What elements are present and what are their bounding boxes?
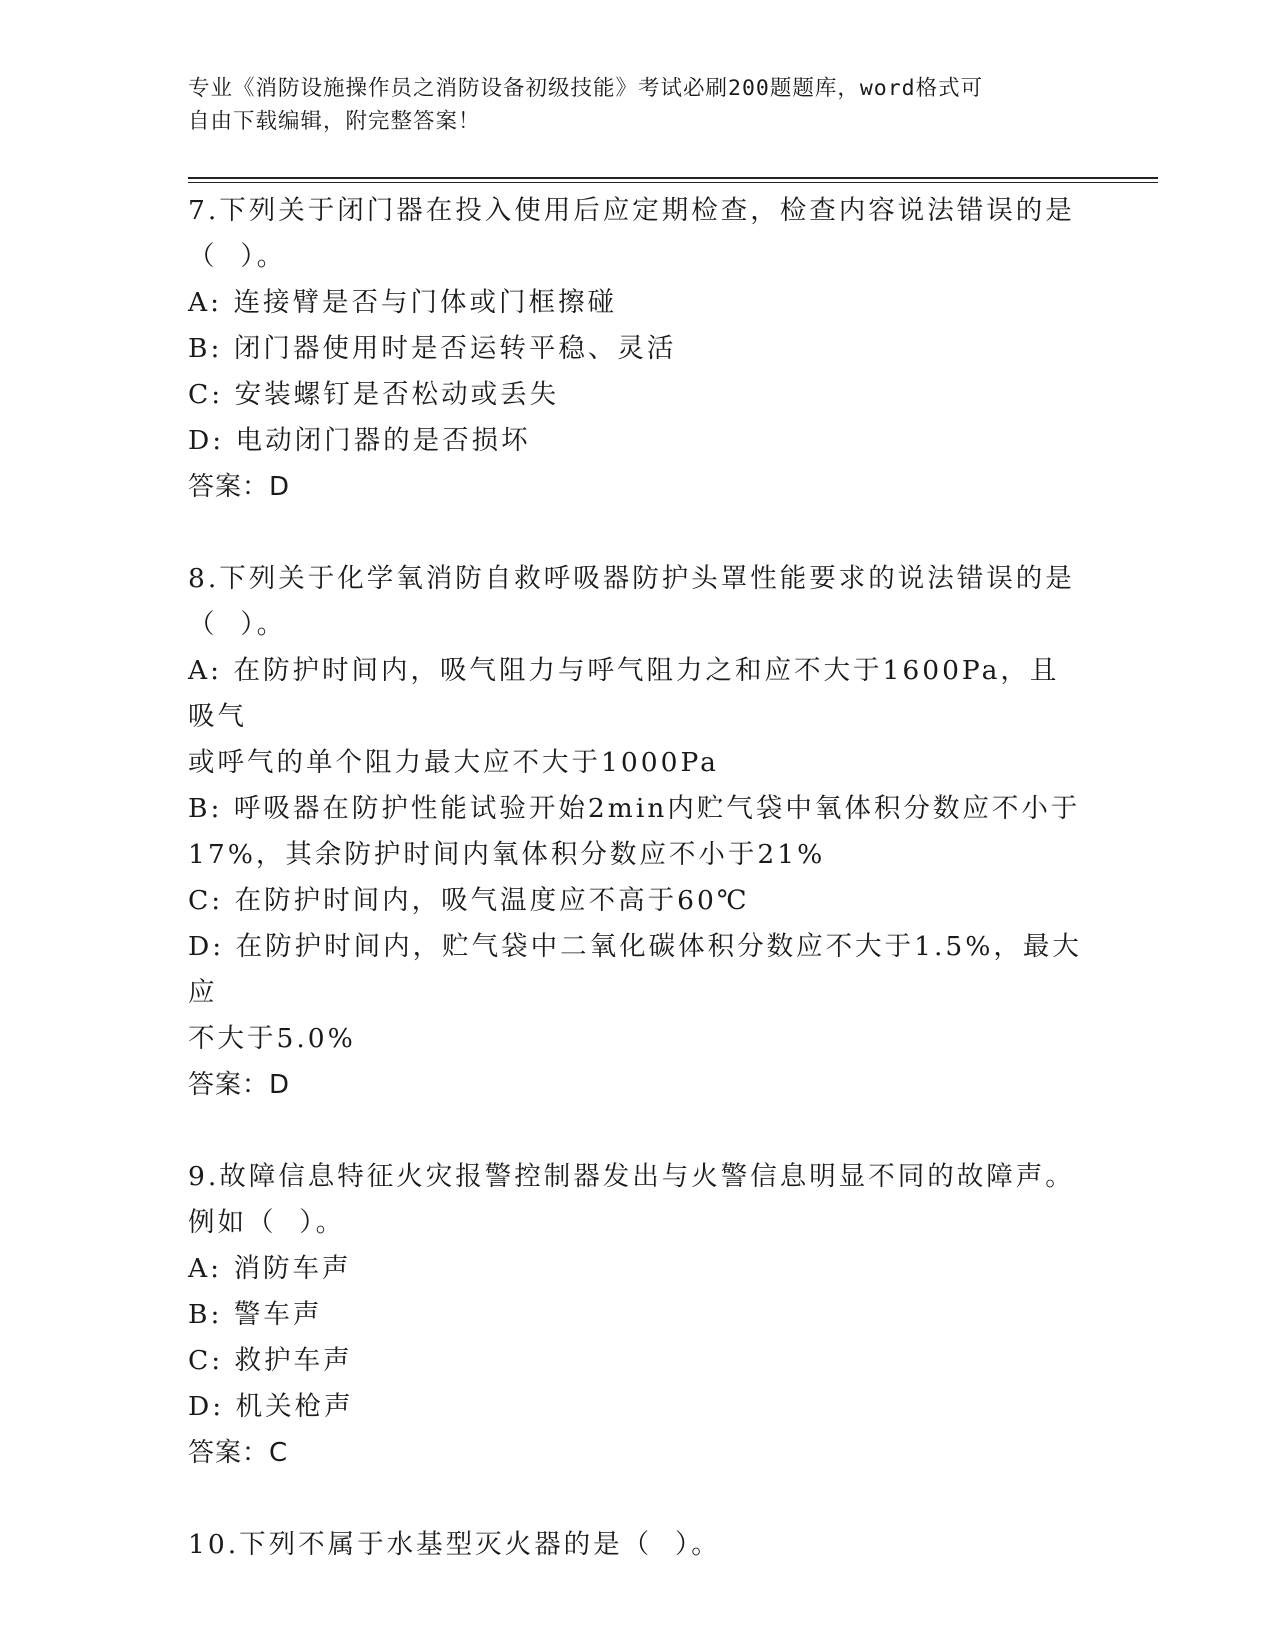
question-stem: 9.故障信息特征火灾报警控制器发出与火警信息明显不同的故障声。 (188, 1161, 1075, 1192)
question-block (188, 1154, 1088, 1476)
question-spacer (188, 510, 1088, 556)
answer-option: D: 机关枪声 (188, 1391, 354, 1422)
header-divider-thick (188, 177, 1158, 179)
question-block (188, 1522, 1088, 1568)
answer-option: A: 消防车声 (188, 1253, 352, 1284)
question-stem: 8.下列关于化学氧消防自救呼吸器防护头罩性能要求的说法错误的是 (188, 563, 1075, 594)
question-block (188, 556, 1088, 1108)
answer-option: D: 在防护时间内，贮气袋中二氧化碳体积分数应不大于1.5%，最大应 (188, 931, 1082, 1008)
answer-option: A: 在防护时间内，吸气阻力与呼气阻力之和应不大于1600Pa，且吸气 (188, 655, 1060, 732)
answer-option: B: 呼吸器在防护性能试验开始2min内贮气袋中氧体积分数应不小于 (188, 793, 1081, 824)
answer-option: C: 救护车声 (188, 1345, 353, 1376)
document-header (188, 72, 1068, 138)
answer-option: C: 在防护时间内，吸气温度应不高于60℃ (188, 885, 750, 916)
question-block (188, 188, 1088, 510)
correct-answer: 答案：D (188, 472, 291, 502)
question-stem: 7.下列关于闭门器在投入使用后应定期检查，检查内容说法错误的是 (188, 195, 1075, 226)
correct-answer: 答案：D (188, 1070, 291, 1100)
question-spacer (188, 1476, 1088, 1522)
question-stem: （ ）。 (188, 609, 287, 640)
answer-option: 不大于5.0% (188, 1023, 356, 1054)
answer-option: 或呼气的单个阻力最大应不大于1000Pa (188, 747, 719, 778)
header-line-1: 专业《消防设施操作员之消防设备初级技能》考试必刷200题题库，word格式可 (188, 76, 984, 101)
question-stem: （ ）。 (188, 241, 287, 272)
answer-option: 17%，其余防护时间内氧体积分数应不小于21% (188, 839, 826, 870)
answer-option: B: 警车声 (188, 1299, 323, 1330)
question-stem: 10.下列不属于水基型灭火器的是（ ）。 (188, 1529, 721, 1560)
question-list (188, 188, 1088, 1568)
answer-option: B: 闭门器使用时是否运转平稳、灵活 (188, 333, 677, 364)
answer-option: A: 连接臂是否与门体或门框擦碰 (188, 287, 617, 318)
answer-option: D: 电动闭门器的是否损坏 (188, 425, 531, 456)
header-divider-thin (188, 182, 1158, 183)
header-line-2: 自由下载编辑，附完整答案！ (188, 109, 481, 134)
answer-option: C: 安装螺钉是否松动或丢失 (188, 379, 560, 410)
correct-answer: 答案：C (188, 1438, 289, 1468)
question-stem: 例如（ ）。 (188, 1207, 346, 1238)
question-spacer (188, 1108, 1088, 1154)
